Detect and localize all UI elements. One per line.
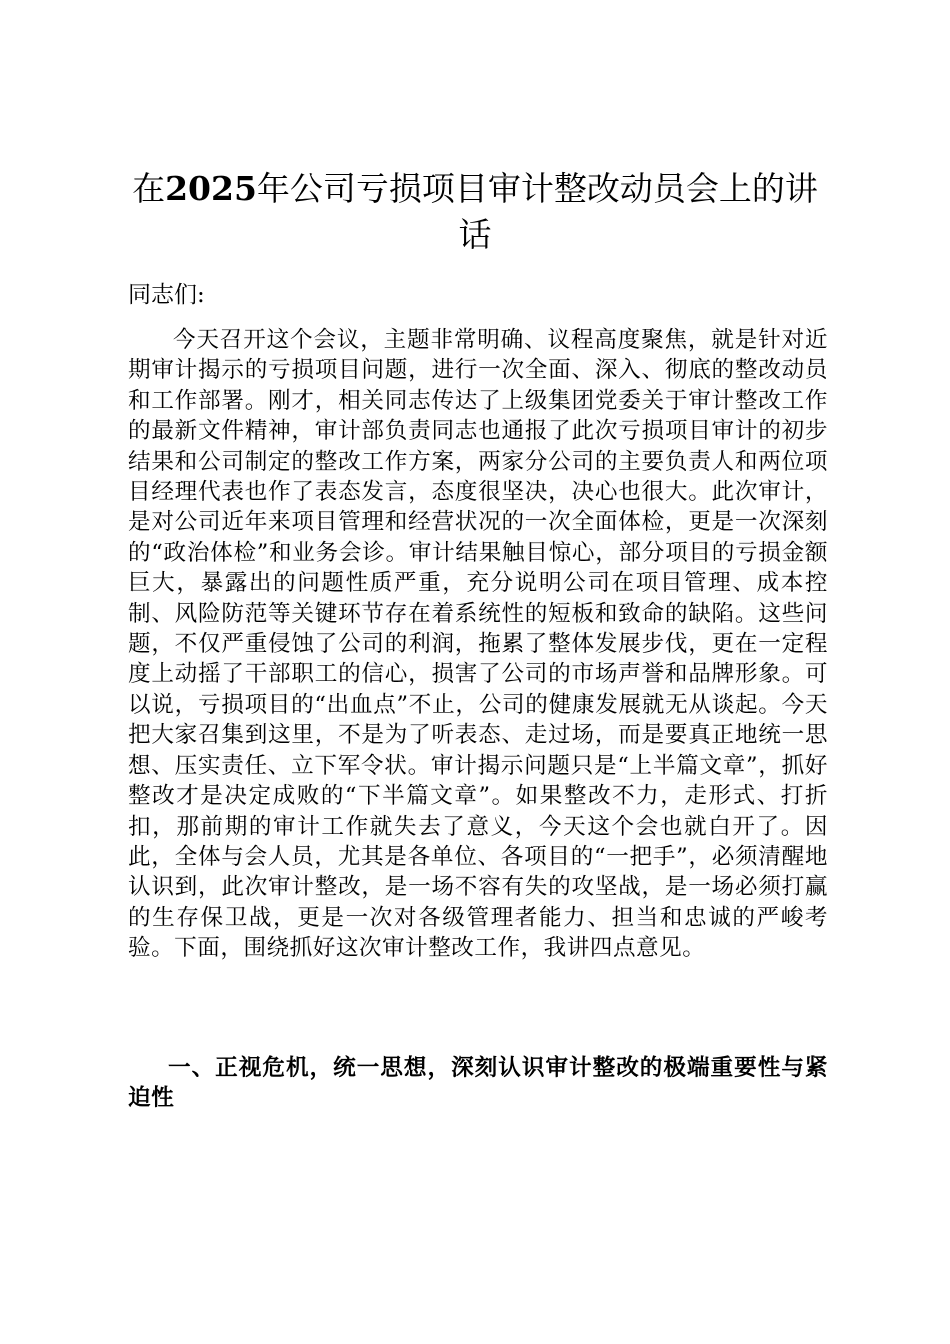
document-title <box>118 166 832 258</box>
title-year: 2025 <box>165 169 257 208</box>
body-paragraph: 今天召开这个会议，主题非常明确、议程高度聚焦，就是针对近期审计揭示的亏损项目问题，进行一次全面、深入、彻底的整改动员和工作部署。刚才，相关同志传达了上级集团党委关于审计整改工作的最新文件精神，审计部负责同志也通报了此次亏损项目审计的初步结果和公司制定的整改工作方案，两家分公司的主要负责人和两位项目经理代表也作了表态发言，态度很坚决，决心也很大。此次审计，是对公司近年来项目管理和经营状况的一次全面体检，更是一次深刻的“政治体检”和业务会诊。审计结果触目惊心，部分项目的亏损金额巨大，暴露出的问题性质严重，充分说明公司在项目管理、成本控制、风险防范等关键环节存在着系统性的短板和致命的缺陷。这些问题，不仅严重侵蚀了公司的利润，拖累了整体发展步伐，更在一定程度上动摇了干部职工的信心，损害了公司的市场声誉和品牌形象。可以说，亏损项目的“出血点”不止，公司的健康发展就无从谈起。今天把大家召集到这里，不是为了听表态、走过场，而是要真正地统一思想、压实责任、立下军令状。审计揭示问题只是“上半篇文章”，抓好整改才是决定成败的“下半篇文章”。如果整改不力，走形式、打折扣，那前期的审计工作就失去了意义，今天这个会也就白开了。因此，全体与会人员，尤其是各单位、各项目的“一把手”，必须清醒地认识到，此次审计整改，是一场不容有失的攻坚战，是一场必须打赢的生存保卫战，更是一次对各级管理者能力、担当和忠诚的严峻考验。下面，围绕抓好这次审计整改工作，我讲四点意见。 <box>128 327 828 962</box>
title-prefix: 在 <box>132 169 166 208</box>
salutation: 同志们: <box>128 282 205 308</box>
section-heading: 一、正视危机，统一思想，深刻认识审计整改的极端重要性与紧迫性 <box>128 1055 828 1112</box>
title-rest: 年公司亏损项目审计整改动员会上的讲话 <box>256 169 818 254</box>
